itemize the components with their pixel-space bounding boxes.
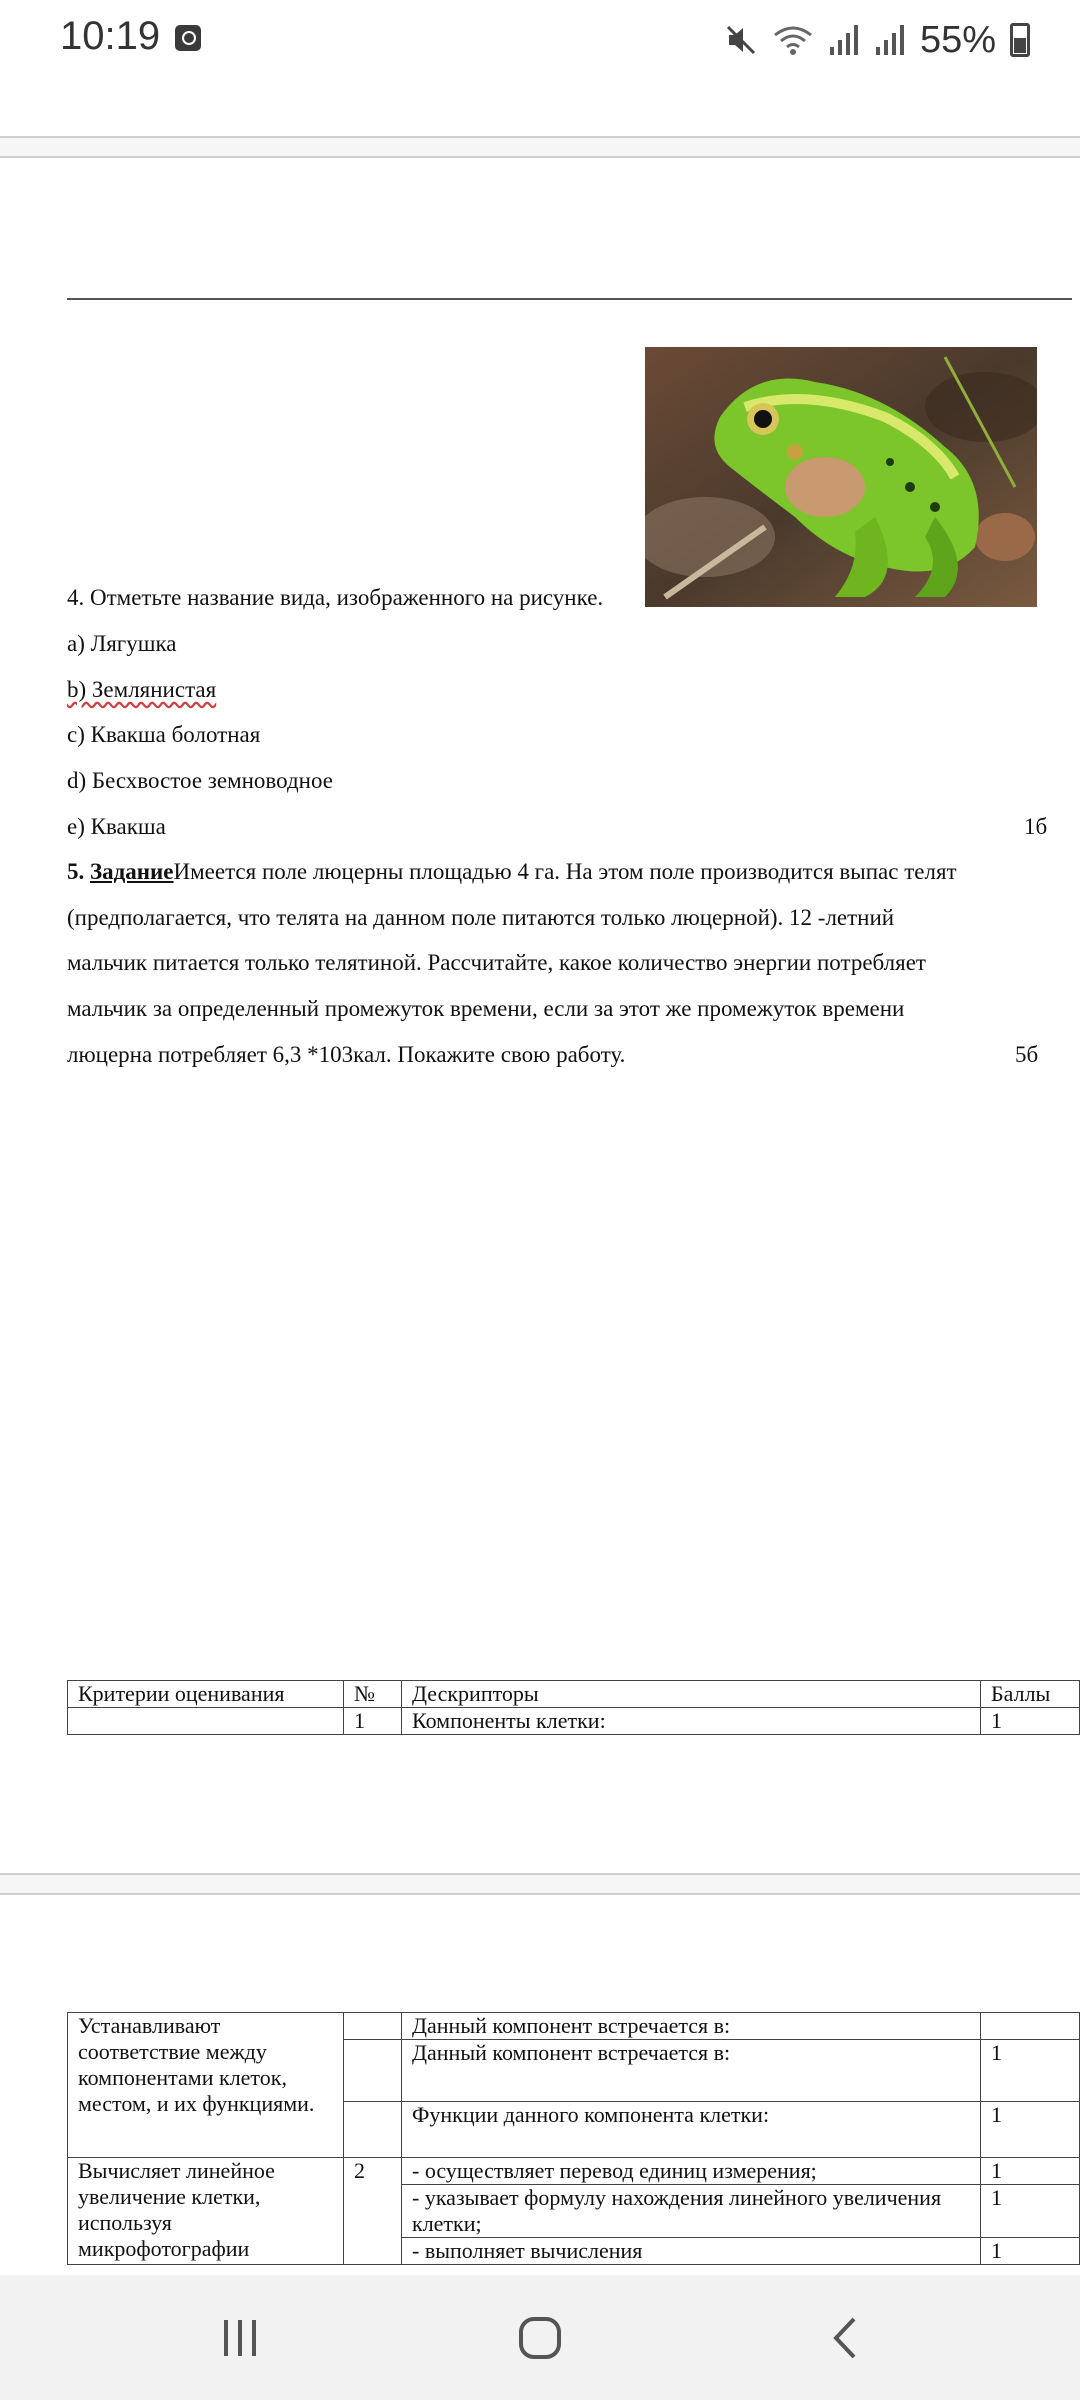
home-button[interactable]: [480, 2275, 600, 2400]
table-cell: 1: [981, 2238, 1080, 2265]
status-time: 10:19: [60, 14, 161, 58]
header-rule: [67, 298, 1072, 300]
question4-option-a: a) Лягушка: [67, 631, 177, 656]
question5-label: Задание: [90, 859, 174, 884]
mute-icon: [724, 23, 758, 57]
frog-image: [645, 347, 1037, 607]
question5-line3: мальчик питается только телятиной. Рассчитайте, какое количество энергии потребляет: [67, 950, 926, 975]
page-separator: [0, 136, 1080, 158]
signal-icon: [828, 23, 860, 57]
table-row: [68, 1681, 1080, 1708]
question5-line1-text: Имеется поле люцерны площадью 4 га. На этом поле производится выпас телят: [173, 859, 957, 884]
table-cell: Данный компонент встречается в:: [402, 2013, 981, 2040]
question4-prompt: 4. Отметьте название вида, изображенного на рисунке.: [67, 585, 604, 610]
table-cell: 1: [981, 1708, 1080, 1735]
table-cell: Функции данного компонента клетки:: [402, 2102, 981, 2158]
back-button[interactable]: [785, 2275, 905, 2400]
table-cell: - выполняет вычисления: [402, 2238, 981, 2265]
question4-option-b: b) Землянистая: [67, 677, 217, 702]
table-row: [68, 2013, 1080, 2040]
table-cell: Данный компонент встречается в:: [402, 2040, 981, 2102]
question5-line1: [67, 857, 957, 887]
back-icon: [830, 2316, 860, 2360]
table-cell: - осуществляет перевод единиц измерения;: [402, 2158, 981, 2185]
table-cell: Компоненты клетки:: [402, 1708, 981, 1735]
home-icon: [517, 2315, 563, 2361]
question5-score: 5б: [1015, 1042, 1039, 1067]
page-separator: [0, 1873, 1080, 1895]
table-cell: 1: [981, 2158, 1080, 2185]
question5-line5: люцерна потребляет 6,3 *103кал. Покажите свою работу.: [67, 1042, 626, 1067]
status-bar: [0, 0, 1080, 90]
criterion-cell: Вычисляет линейное увеличение клетки, используя микрофотографии: [68, 2158, 344, 2265]
table-cell: [344, 2013, 402, 2040]
signal-icon-2: [874, 23, 906, 57]
table-cell: - указывает формулу нахождения линейного увеличения клетки;: [402, 2185, 981, 2238]
question5-line4: мальчик за определенный промежуток времени, если за этот же промежуток времени: [67, 996, 905, 1021]
header-points: Баллы: [981, 1681, 1080, 1708]
table-cell: [981, 2013, 1080, 2040]
table-cell: 1: [344, 1708, 402, 1735]
question4-option-c: c) Квакша болотная: [67, 722, 261, 747]
question4-option-d: d) Бесхвостое земноводное: [67, 768, 333, 793]
criterion-cell: Устанавливают соответствие между компонентами клеток, местом, и их функциями.: [68, 2013, 344, 2158]
table-cell: 2: [344, 2158, 402, 2265]
alarm-icon: [175, 25, 201, 51]
header-descriptors: Дескрипторы: [402, 1681, 981, 1708]
table-cell: [344, 2102, 402, 2158]
header-number: №: [344, 1681, 402, 1708]
table-cell: 1: [981, 2102, 1080, 2158]
header-criteria: Критерии оценивания: [68, 1681, 344, 1708]
question5-number: 5.: [67, 859, 85, 884]
wifi-icon: [772, 23, 814, 57]
battery-icon: [1010, 23, 1030, 57]
question5-line2: (предполагается, что телята на данном поле питаются только люцерной). 12 -летний: [67, 905, 895, 930]
criteria-table-header: [67, 1680, 1080, 1735]
recent-apps-icon: [220, 2318, 260, 2358]
question4-option-e: e) Квакша: [67, 814, 166, 839]
question4-score: 1б: [1024, 814, 1048, 839]
table-row: [68, 1708, 1080, 1735]
table-cell: [68, 1708, 344, 1735]
table-cell: 1: [981, 2040, 1080, 2102]
battery-percent: 55%: [919, 18, 996, 61]
table-row: [68, 2158, 1080, 2185]
table-cell: [344, 2040, 402, 2102]
criteria-table-body: [67, 2012, 1080, 2265]
recent-apps-button[interactable]: [180, 2275, 300, 2400]
status-icons: [724, 18, 1030, 62]
table-cell: 1: [981, 2185, 1080, 2238]
navigation-bar: [0, 2275, 1080, 2400]
